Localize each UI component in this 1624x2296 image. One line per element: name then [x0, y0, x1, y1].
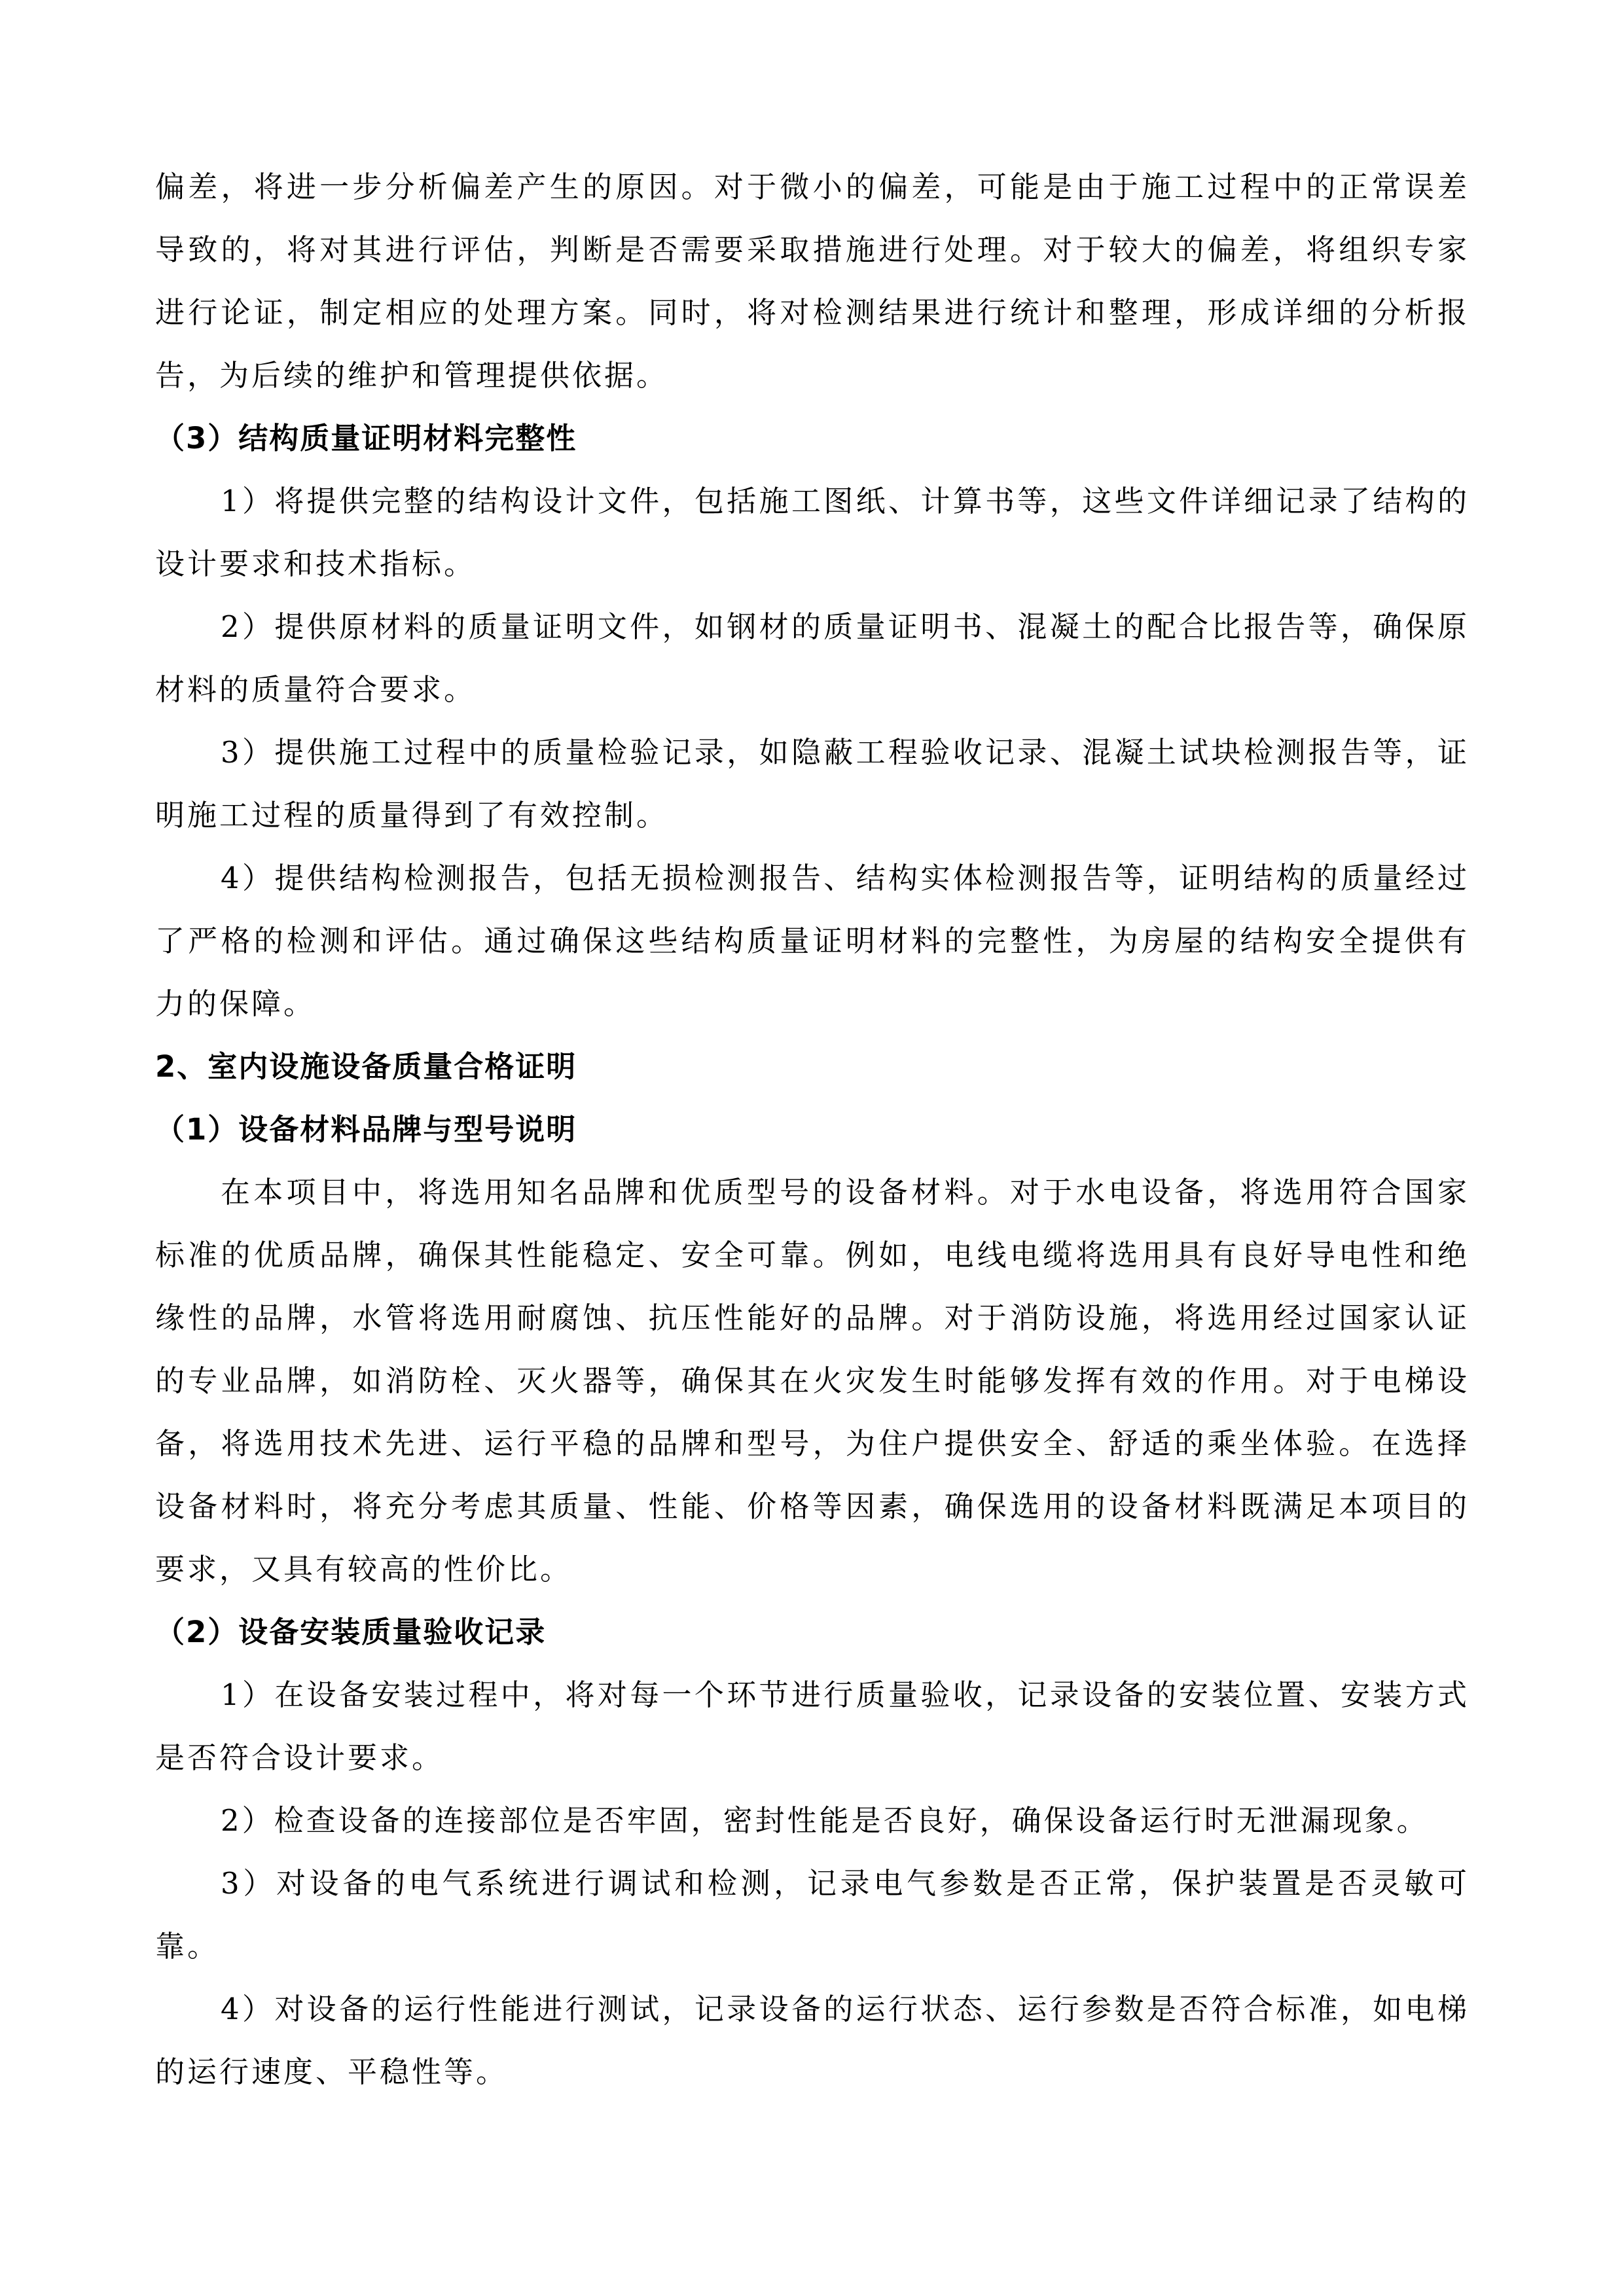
chapter-2-section-2-item-1: 1）在设备安装过程中，将对每一个环节进行质量验收，记录设备的安装位置、安装方式是否符合设计要求。 — [155, 1677, 1470, 1775]
chapter-2-section-2-heading: （2）设备安装质量验收记录 — [155, 1615, 547, 1649]
chapter-2-section-1-heading: （1）设备材料品牌与型号说明 — [155, 1112, 577, 1147]
chapter-2-heading: 2、室内设施设备质量合格证明 — [155, 1049, 577, 1084]
chapter-2-section-1-paragraph: 在本项目中，将选用知名品牌和优质型号的设备材料。对于水电设备，将选用符合国家标准的优质品牌，确保其性能稳定、安全可靠。例如，电线电缆将选用具有良好导电性和绝缘性的品牌，水管将选用耐腐蚀、抗压性能好的品牌。对于消防设施，将选用经过国家认证的专业品牌，如消防栓、灭火器等，确保其在火灾发生时能够发挥有效的作用。对于电梯设备，将选用技术先进、运行平稳的品牌和型号，为住户提供安全、舒适的乘坐体验。在选择设备材料时，将充分考虑其质量、性能、价格等因素，确保选用的设备材料既满足本项目的要求，又具有较高的性价比。 — [155, 1175, 1470, 1587]
section-3-item-3: 3）提供施工过程中的质量检验记录，如隐蔽工程验收记录、混凝土试块检测报告等，证明施工过程的质量得到了有效控制。 — [155, 735, 1470, 833]
document-page — [155, 156, 1470, 2104]
chapter-2-section-2-item-4: 4）对设备的运行性能进行测试，记录设备的运行状态、运行参数是否符合标准，如电梯的运行速度、平稳性等。 — [155, 1992, 1470, 2089]
continuation-paragraph: 偏差，将进一步分析偏差产生的原因。对于微小的偏差，可能是由于施工过程中的正常误差导致的，将对其进行评估，判断是否需要采取措施进行处理。对于较大的偏差，将组织专家进行论证，制定相应的处理方案。同时，将对检测结果进行统计和整理，形成详细的分析报告，为后续的维护和管理提供依据。 — [155, 170, 1470, 393]
chapter-2-section-2-item-3: 3）对设备的电气系统进行调试和检测，记录电气参数是否正常，保护装置是否灵敏可靠。 — [155, 1866, 1470, 1964]
section-3-heading: （3）结构质量证明材料完整性 — [155, 421, 577, 456]
section-3-item-1: 1）将提供完整的结构设计文件，包括施工图纸、计算书等，这些文件详细记录了结构的设计要求和技术指标。 — [155, 484, 1470, 581]
section-3-item-4: 4）提供结构检测报告，包括无损检测报告、结构实体检测报告等，证明结构的质量经过了严格的检测和评估。通过确保这些结构质量证明材料的完整性，为房屋的结构安全提供有力的保障。 — [155, 861, 1470, 1021]
section-3-item-2: 2）提供原材料的质量证明文件，如钢材的质量证明书、混凝土的配合比报告等，确保原材料的质量符合要求。 — [155, 609, 1470, 707]
chapter-2-section-2-item-2: 2）检查设备的连接部位是否牢固，密封性能是否良好，确保设备运行时无泄漏现象。 — [221, 1803, 1429, 1838]
